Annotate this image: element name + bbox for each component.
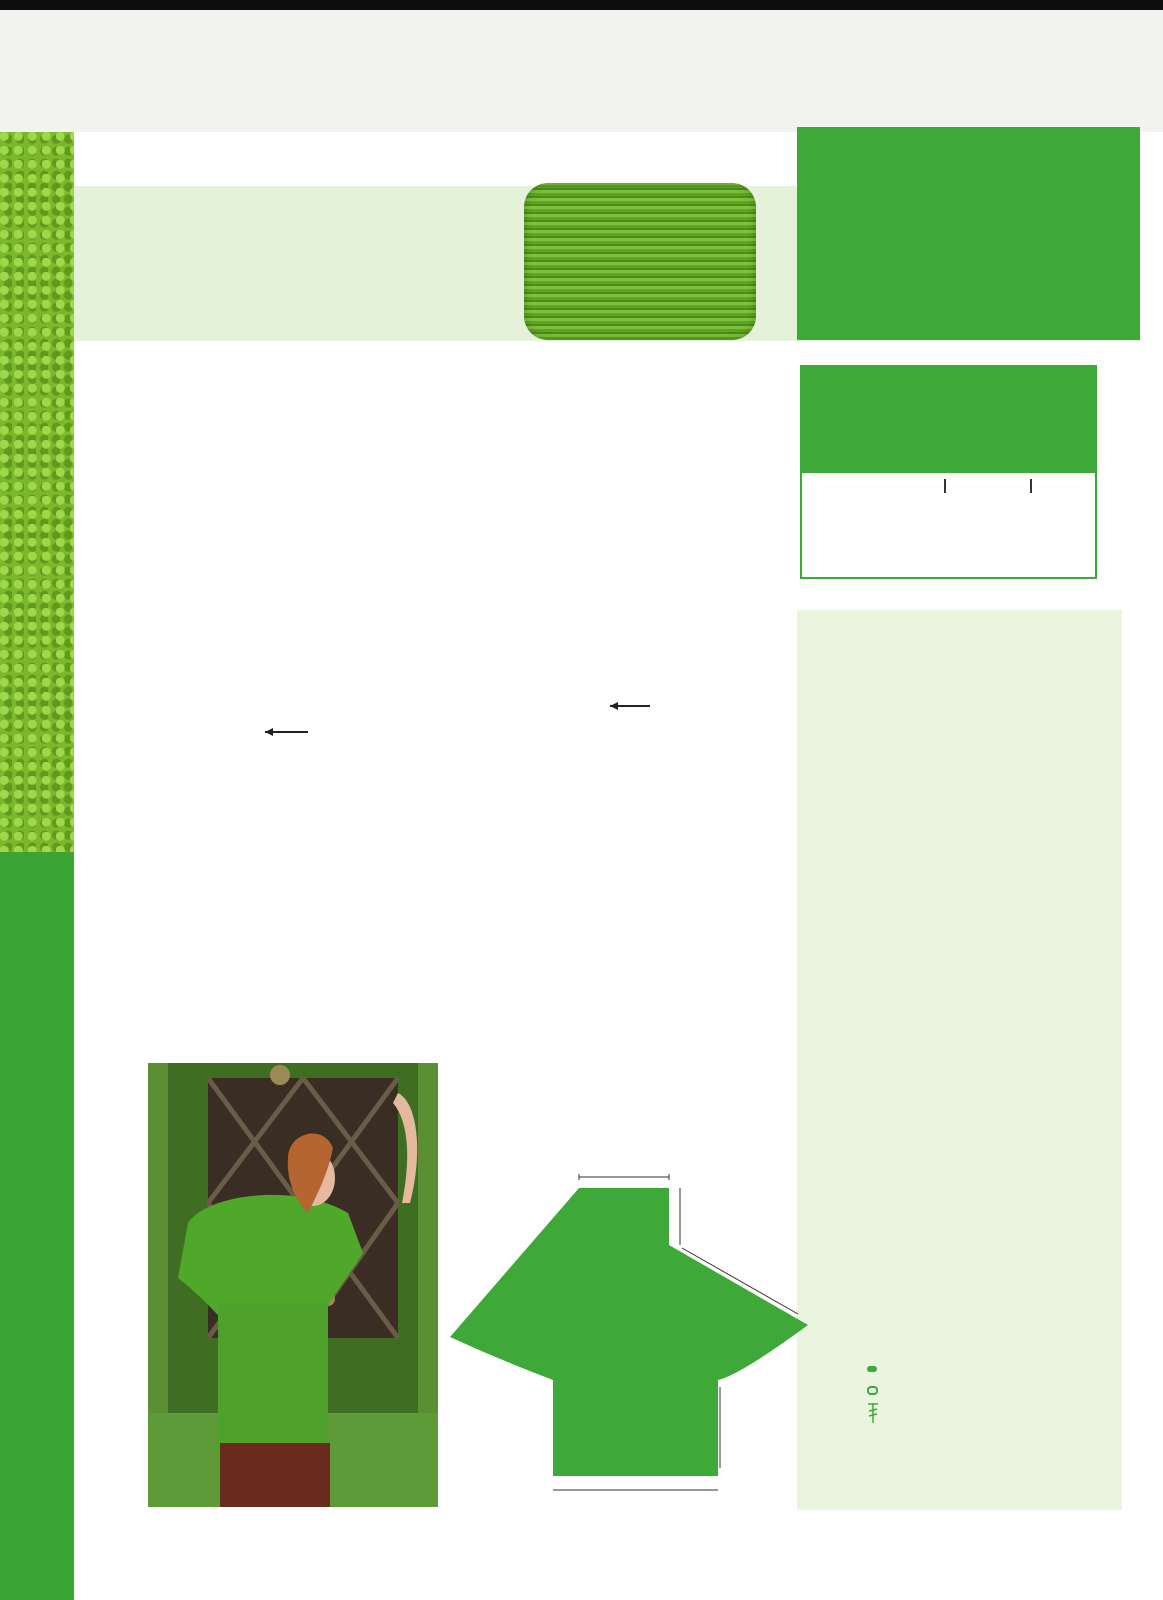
yarn-swatch-image [524,183,756,340]
siguientes-section [146,871,786,872]
legend-cadena [867,1380,1122,1402]
top-edge [0,0,1163,10]
abreviaturas-section [797,1350,1122,1425]
legend-enano [867,1358,1122,1380]
legend-vareta [867,1402,1122,1425]
hilera-1-section [141,492,441,495]
medidas-title [802,367,1095,373]
hilera-2-section [470,492,770,495]
vareta-icon [867,1402,879,1424]
cadena-icon [867,1386,878,1395]
stitch-grid-chart [825,683,1075,878]
medidas-box [800,365,1097,579]
model-photo [148,1063,438,1507]
molde-pattern [440,1150,820,1520]
enano-icon [867,1366,877,1372]
table-row [802,489,1095,493]
medidas-table [802,479,1095,493]
green-side-strip [0,852,74,1600]
hedge-photo-strip [0,132,74,852]
info-box [797,127,1140,340]
pattern-shape [450,1188,808,1476]
top-margin [0,10,1163,132]
comienzo-section [141,380,781,381]
row-2-stitch-diagram [450,694,780,859]
row-1-stitch-diagram [140,720,440,850]
